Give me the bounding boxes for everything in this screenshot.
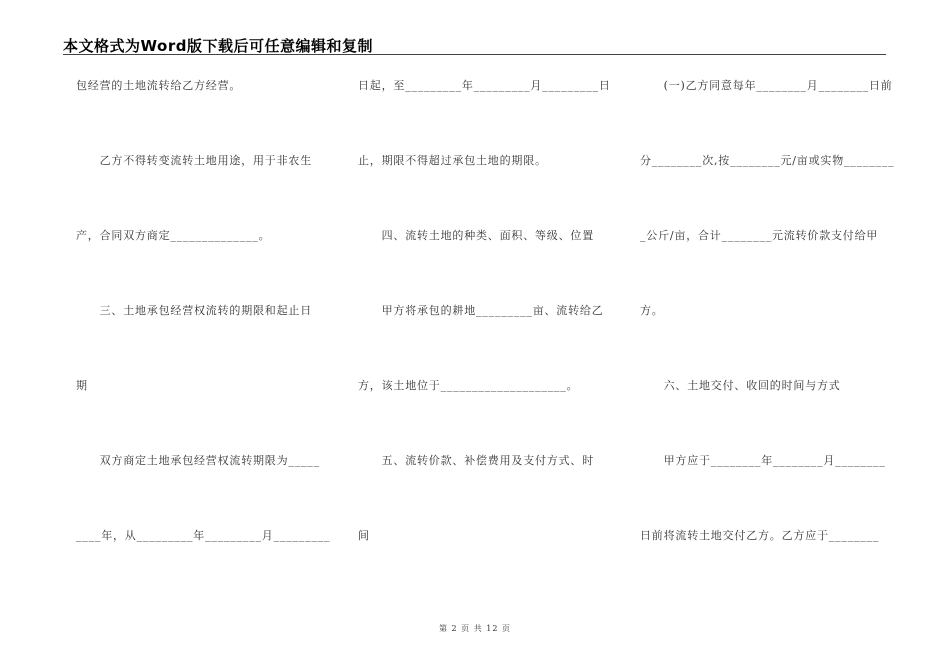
text-line: 甲方应于________年________月________	[640, 454, 886, 467]
text-line: 期	[76, 379, 88, 392]
text-line: 甲方将承包的耕地_________亩、流转给乙	[358, 304, 604, 317]
text-line: 日前将流转土地交付乙方。乙方应于________	[640, 529, 880, 542]
text-line: 产，合同双方商定______________。	[76, 229, 271, 242]
text-line: 六、土地交付、收回的时间与方式	[640, 379, 841, 392]
page-number-footer: 第 2 页 共 12 页	[439, 624, 511, 633]
text-line: 日起，至_________年_________月_________日	[358, 79, 611, 92]
text-line: 包经营的土地流转给乙方经营。	[76, 79, 242, 92]
text-line: 乙方不得转变流转土地用途，用于非农生	[76, 154, 312, 167]
text-column-3	[640, 76, 895, 601]
text-line: 五、流转价款、补偿费用及支付方式、时	[358, 454, 594, 467]
text-line: _公斤/亩，合计________元流转价款支付给甲	[640, 229, 879, 242]
header-divider	[63, 54, 886, 55]
text-line: 三、土地承包经营权流转的期限和起止日	[76, 304, 312, 317]
text-line: 双方商定土地承包经营权流转期限为_____	[76, 454, 320, 467]
text-line: (一)乙方同意每年________月________日前	[640, 79, 893, 92]
text-line: 四、流转土地的种类、面积、等级、位置	[358, 229, 594, 242]
text-line: 方。	[640, 304, 664, 317]
text-line: 间	[358, 529, 370, 542]
text-column-1	[76, 76, 331, 601]
text-line: 止，期限不得超过承包土地的期限。	[358, 154, 547, 167]
text-column-2	[358, 76, 611, 601]
page-header-title: 本文格式为Word版下载后可任意编辑和复制	[63, 37, 373, 55]
text-line: ____年，从_________年_________月_________	[76, 529, 331, 542]
text-line: 方，该土地位于____________________。	[358, 379, 579, 392]
text-line: 分________次,按________元/亩或实物________	[640, 154, 895, 167]
